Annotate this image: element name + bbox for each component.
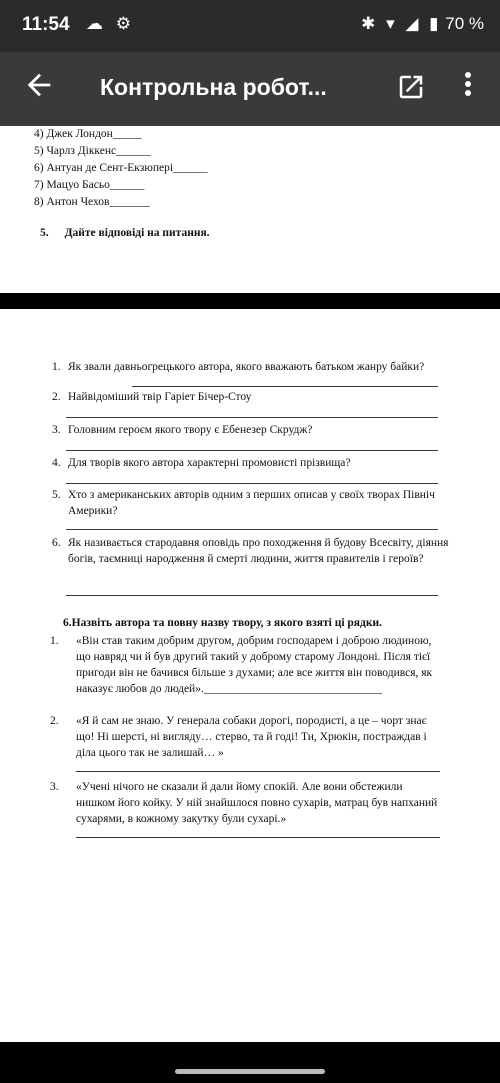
notification-icons (86, 14, 131, 34)
answer-line (132, 386, 438, 387)
question-item (52, 359, 452, 375)
question-number: 6. (52, 537, 61, 549)
document-title: Контрольна робот... (100, 74, 327, 100)
question-text: Для творів якого автора характерні промовисті прізвища? (68, 457, 351, 469)
list-item: 5) Чарлз Діккенс______ (34, 145, 151, 157)
open-external-icon[interactable] (396, 72, 428, 104)
question-text: Як звали давньогрецького автора, якого вважають батьком жанру байки? (68, 361, 425, 373)
answer-line (76, 837, 440, 838)
back-arrow-icon[interactable] (22, 68, 62, 108)
question-text: Хто з американських авторів одним з перших описав у своїх творах Північ Америки? (68, 489, 435, 517)
document-page-2 (0, 309, 500, 1042)
answer-line (76, 771, 440, 772)
status-bar (0, 0, 500, 52)
settings-notification-icon: ⚙ (115, 14, 131, 33)
wifi-icon: ▾ (386, 14, 395, 33)
question-text: Як називається стародавня оповідь про походження й будову Всесвіту, діяння богів, таємниці народження й смерті людини, життя правителів і героїв? (68, 537, 449, 565)
quote-text: «Я й сам не знаю. У генерала собаки дорогі, породисті, а це – чорт знає що! Ні шерсті, ні вигляду… стерво, та й годі! Ти, Хрюкін, постраждав і діла цього так не залишай… » (76, 715, 427, 759)
question-item (52, 389, 452, 405)
question-number: 1. (52, 361, 61, 373)
status-time: 11:54 (22, 14, 70, 35)
list-item: 7) Мацуо Басьо______ (34, 179, 145, 191)
bluetooth-icon: ✱ (361, 14, 376, 33)
question-text: Головним героєм якого твору є Ебенезер Скрудж? (68, 424, 313, 436)
answer-line (66, 529, 438, 530)
document-page-1 (0, 126, 500, 293)
list-item: 4) Джек Лондон_____ (34, 128, 142, 140)
section-6-heading: 6.Назвіть автора та повну назву твору, з якого взяті ці рядки. (63, 617, 382, 629)
battery-icon: ▮ (429, 14, 439, 33)
gesture-home-bar[interactable] (175, 1069, 325, 1074)
system-icons (355, 14, 484, 34)
question-number: 4. (52, 457, 61, 469)
answer-line (66, 595, 438, 596)
question-item (52, 422, 452, 438)
app-bar (0, 52, 500, 126)
task-number: 5. (40, 227, 49, 239)
quote-text: «Він став таким добрим другом, добрим господарем і доброю людиною, що навряд чи й був другий такий у доброму старому Лондоні. Після тієї пригоди він не бачився більше з духами; але все життя він поводився, як наказує любов до людей»._______________________________ (76, 635, 433, 695)
question-number: 5. (52, 489, 61, 501)
task-text: Дайте відповіді на питання. (64, 227, 210, 239)
quote-text: «Учені нічого не сказали й дали йому спокій. Але вони обстежили нишком його койку. У ній знайшлося повно сухарів, матрац був напханий сухарями, в кожному закутку були сухарі.» (76, 781, 438, 825)
question-item (52, 455, 452, 471)
question-item (52, 535, 452, 567)
quote-item (50, 713, 442, 761)
answer-line (66, 483, 438, 484)
messenger-icon: ☁ (86, 14, 103, 33)
question-number: 2. (52, 391, 61, 403)
quote-item (50, 633, 442, 697)
quote-number: 3. (50, 781, 59, 793)
question-item (52, 487, 452, 519)
question-text: Найвідоміший твір Гаріет Бічер-Стоу (68, 391, 252, 403)
list-item: 8) Антон Чехов_______ (34, 196, 150, 208)
quote-number: 1. (50, 635, 59, 647)
answer-line (66, 450, 438, 451)
list-item: 6) Антуан де Сент-Екзюпері______ (34, 162, 208, 174)
task-5-heading (40, 227, 210, 239)
quote-number: 2. (50, 715, 59, 727)
answer-line (66, 417, 438, 418)
battery-percent: 70 % (445, 14, 484, 33)
quote-item (50, 779, 442, 827)
question-number: 3. (52, 424, 61, 436)
signal-icon: ◢ (405, 14, 419, 33)
more-options-icon[interactable] (456, 70, 480, 106)
